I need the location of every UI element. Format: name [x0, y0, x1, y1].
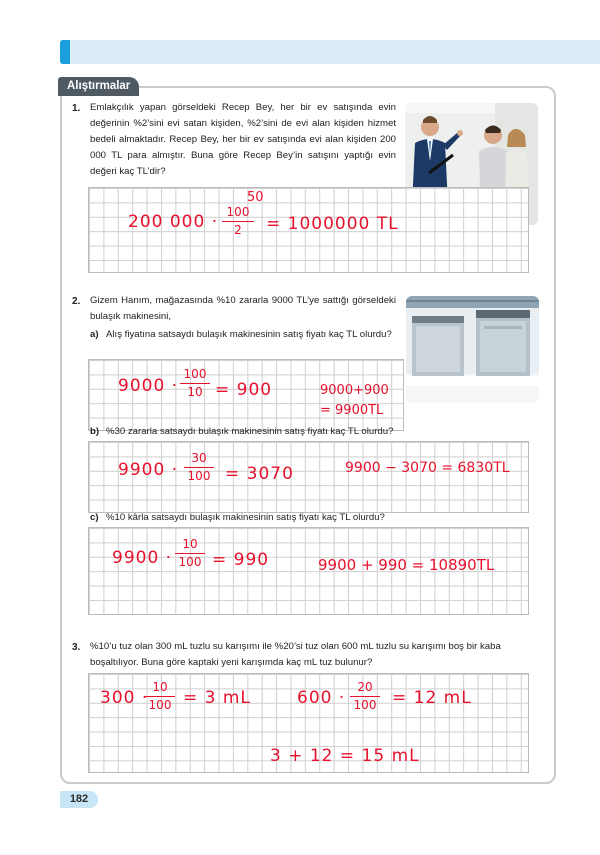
- q2b-hw-num: 30: [191, 451, 207, 465]
- q3-hw-result-b: = 12 mL: [392, 688, 472, 708]
- q3-hw-fraction-a: [145, 680, 175, 713]
- q2c-hw-total: 9900 + 990 = 10890TL: [318, 556, 495, 574]
- fraction-bar: [145, 696, 175, 697]
- q2a-hw-fraction: [180, 367, 210, 400]
- q3-hw-anum: 10: [152, 680, 168, 694]
- q1-hw-fraction: [222, 205, 254, 238]
- q1-text: Emlakçılık yapan görseldeki Recep Bey, her bir ev satışında evin değerinin %2’sini evi satan kişiden, %2’sini de evi alan kişiden hizmet bedeli almaktadır. Recep Bey, her bir ev satışında evi alan kişiden 200 000 TL para almıştır. Buna göre Recep Bey’in satışını yaptığı evin değeri kaç TL’dir?: [90, 102, 396, 177]
- q1-number: 1.: [72, 103, 81, 114]
- q2a-hw-factor: 9000 ·: [118, 376, 179, 396]
- q2b-text: %30 zararla satsaydı bulaşık makinesinin satış fiyatı kaç TL olurdu?: [106, 426, 394, 437]
- q2c-hw-fraction: [175, 537, 205, 570]
- q1-hw-num: 100: [226, 205, 250, 219]
- fraction-bar: [222, 221, 254, 222]
- q2c-hw-den: 100: [178, 555, 202, 569]
- header-band: [60, 40, 600, 64]
- q3-number: 3.: [72, 642, 81, 653]
- q3-hw-aden: 100: [148, 698, 172, 712]
- q1-hw-result: = 1000000 TL: [266, 214, 399, 234]
- q3-text: %10’u tuz olan 300 mL tuzlu su karışımı ile %20’si tuz olan 600 mL tuzlu su karışımı boş bir kaba boşaltılıyor. Buna göre kaptaki yeni karışımda kaç mL tuz bulunur?: [90, 641, 501, 668]
- q2b-hw-fraction: [184, 451, 214, 484]
- fraction-bar: [180, 383, 210, 384]
- q3-hw-bnum: 20: [357, 680, 373, 694]
- section-title: Alıştırmalar: [58, 77, 139, 96]
- q2-number: 2.: [72, 296, 81, 307]
- q2b-hw-factor: 9900 ·: [118, 460, 179, 480]
- q2a-hw-sum: 9000+900: [320, 383, 389, 398]
- q2b-hw-den: 100: [187, 469, 211, 483]
- fraction-bar: [184, 467, 214, 468]
- q3-hw-bden: 100: [353, 698, 377, 712]
- q2a-text: Alış fiyatına satsaydı bulaşık makinesinin satış fiyatı kaç TL olurdu?: [106, 329, 392, 340]
- q2a-label: a): [90, 329, 99, 340]
- q1-hw-den: 2: [234, 223, 242, 237]
- q2c-hw-result: = 990: [212, 550, 270, 570]
- header-accent: [60, 40, 70, 64]
- q2b-label: b): [90, 426, 100, 437]
- dishwasher-photo: [406, 296, 539, 403]
- q2c-hw-factor: 9900 ·: [112, 548, 173, 568]
- q2b-hw-result: = 3070: [225, 464, 294, 484]
- fraction-bar: [175, 553, 205, 554]
- q3-hw-factor-a: 300 ·: [100, 688, 149, 708]
- q2a-hw-den: 10: [187, 385, 203, 399]
- q1-hw-num-top: 50: [247, 190, 264, 205]
- q3-hw-result-a: = 3 mL: [183, 688, 251, 708]
- q2a-hw-num: 100: [183, 367, 207, 381]
- q2c-hw-num: 10: [182, 537, 198, 551]
- q2a-hw-result: = 900: [215, 380, 273, 400]
- q2c-text: %10 kârla satsaydı bulaşık makinesinin satış fiyatı kaç TL olurdu?: [106, 512, 385, 523]
- q2b-hw-total: 9900 − 3070 = 6830TL: [345, 460, 510, 476]
- q3-hw-factor-b: 600 ·: [297, 688, 346, 708]
- q2c-label: c): [90, 512, 99, 523]
- q1-hw-factor: 200 000 ·: [128, 212, 219, 232]
- q3-hw-total: 3 + 12 = 15 mL: [270, 746, 420, 766]
- q2a-hw-total: = 9900TL: [320, 403, 384, 418]
- fraction-bar: [350, 696, 380, 697]
- q2-text: Gizem Hanım, mağazasında %10 zararla 9000 TL’ye sattığı görseldeki bulaşık makinesini,: [90, 295, 396, 322]
- q3-hw-fraction-b: [350, 680, 380, 713]
- page-number: 182: [60, 791, 98, 808]
